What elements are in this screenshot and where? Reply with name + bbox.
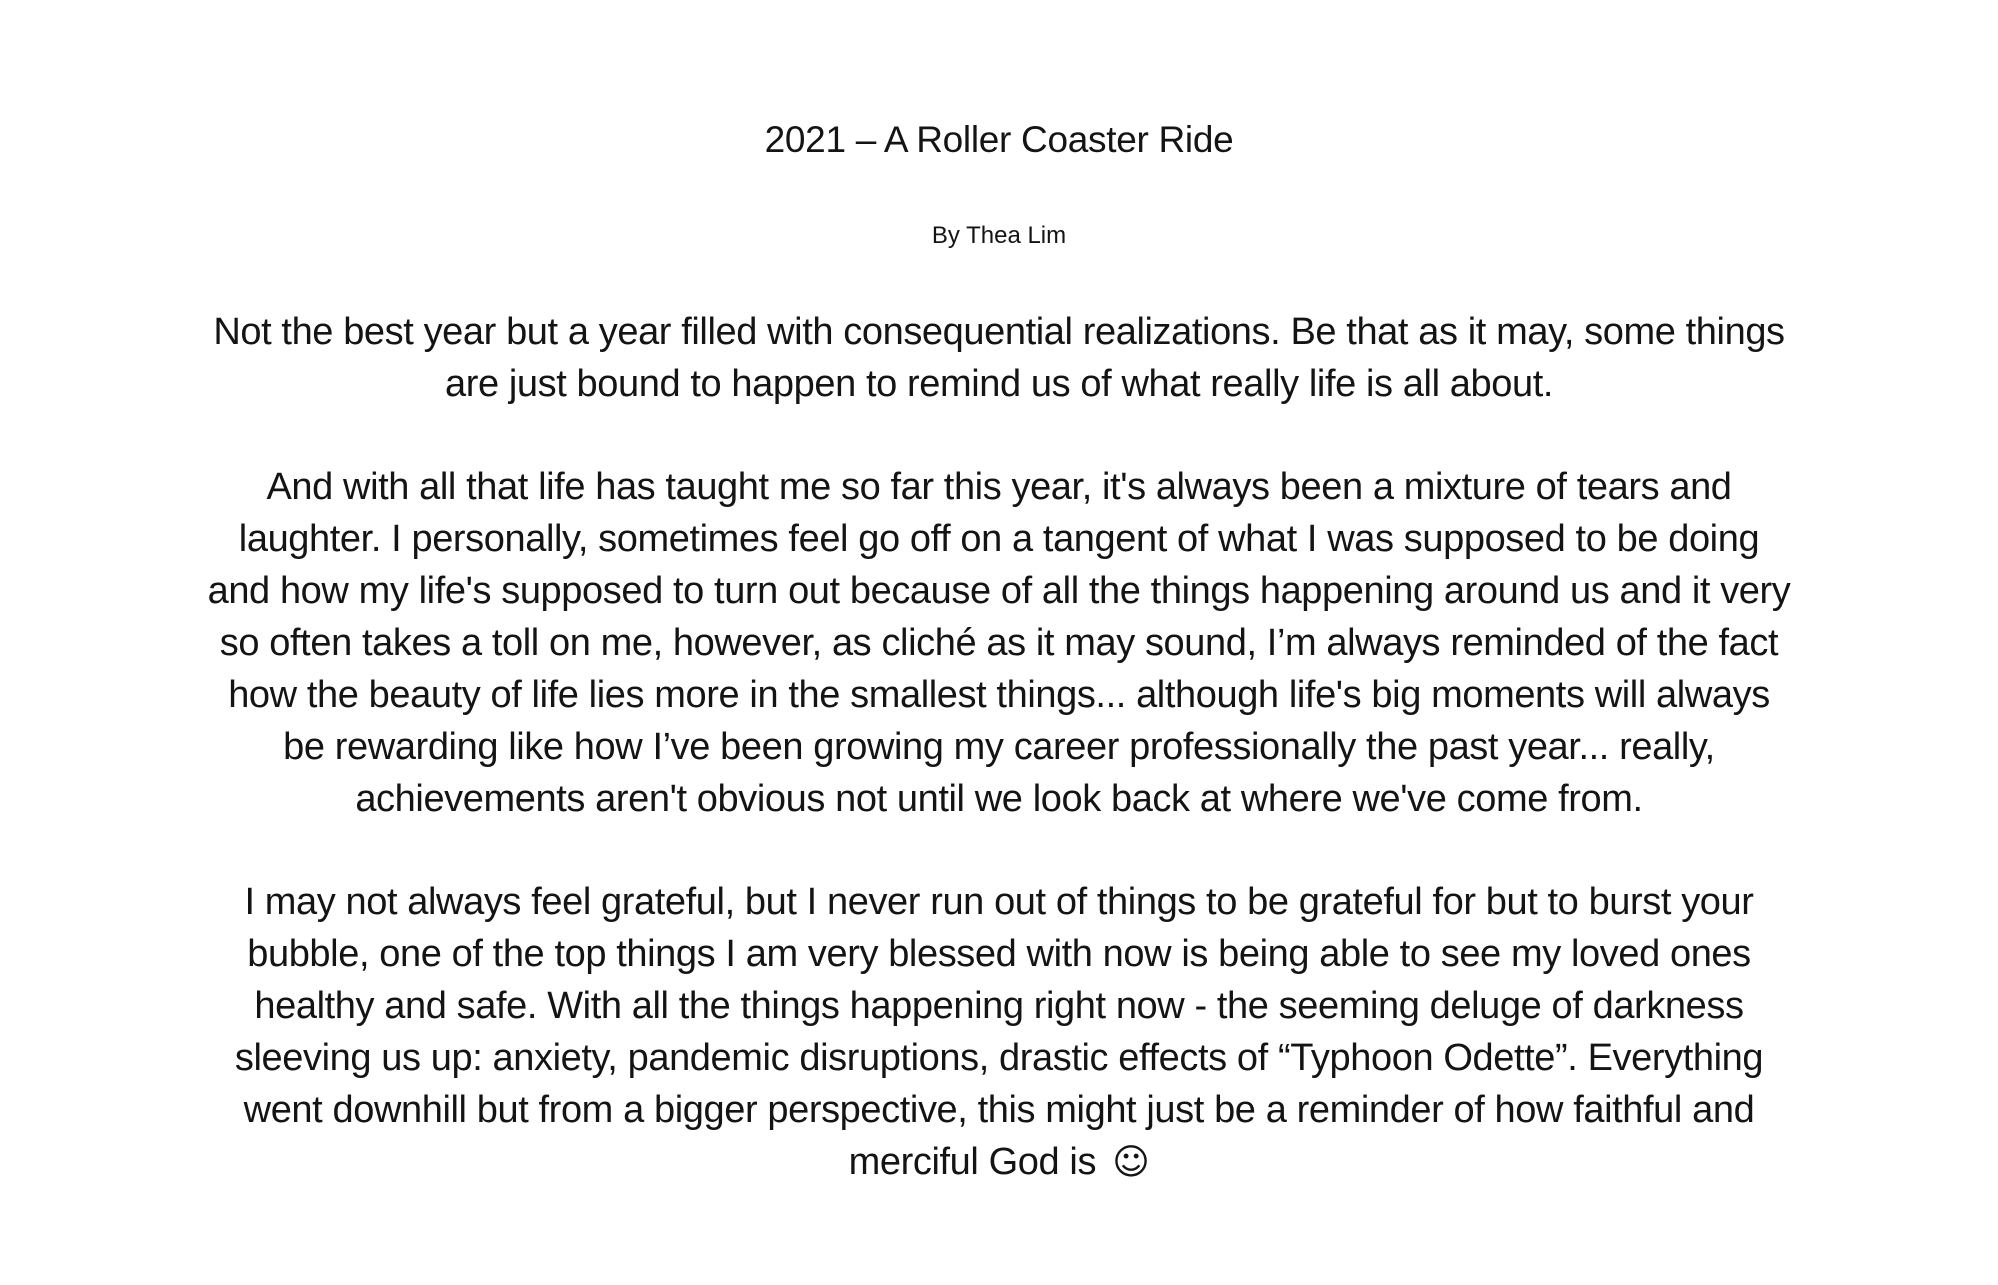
paragraph-line: achievements aren't obvious not until we look back at where we've come from. (355, 778, 1643, 820)
paragraph-line: And with all that life has taught me so far this year, it's always been a mixture of tears and (266, 466, 1732, 508)
paragraph-line: so often takes a toll on me, however, as cliché as it may sound, I’m always reminded of the fact (219, 622, 1779, 664)
paragraph-line: sleeving us up: anxiety, pandemic disruptions, drastic effects of “Typhoon Odette”. Everything (234, 1037, 1764, 1079)
paragraph-line-text: merciful God is (848, 1141, 1097, 1183)
paragraph-1 (120, 306, 1878, 410)
paragraph-2 (120, 461, 1878, 825)
paragraph-last-line (120, 1136, 1878, 1189)
paragraph-line: be rewarding like how I’ve been growing my career professionally the past year... really, (283, 726, 1715, 768)
paragraph-3 (120, 876, 1878, 1189)
paragraph-line: bubble, one of the top things I am very blessed with now is being able to see my loved ones (247, 933, 1751, 975)
author-byline: By Thea Lim (931, 222, 1067, 249)
paragraph-line: and how my life's supposed to turn out because of all the things happening around us and it very (207, 570, 1791, 612)
paragraph-line: are just bound to happen to remind us of what really life is all about. (444, 363, 1554, 405)
paragraph-line: healthy and safe. With all the things happening right now - the seeming deluge of darkness (254, 985, 1744, 1027)
paragraph-line: how the beauty of life lies more in the smallest things... although life's big moments will always (228, 674, 1770, 716)
paragraph-line: Not the best year but a year filled with consequential realizations. Be that as it may, some things (213, 311, 1785, 353)
paragraph-line: went downhill but from a bigger perspective, this might just be a reminder of how faithful and (243, 1089, 1755, 1131)
document-title: 2021 – A Roller Coaster Ride (764, 119, 1234, 160)
smiley-icon: ☺ (1112, 1142, 1150, 1183)
paragraph-line: laughter. I personally, sometimes feel go off on a tangent of what I was supposed to be doing (238, 518, 1760, 560)
paragraph-line: I may not always feel grateful, but I never run out of things to be grateful for but to burst your (244, 881, 1754, 923)
